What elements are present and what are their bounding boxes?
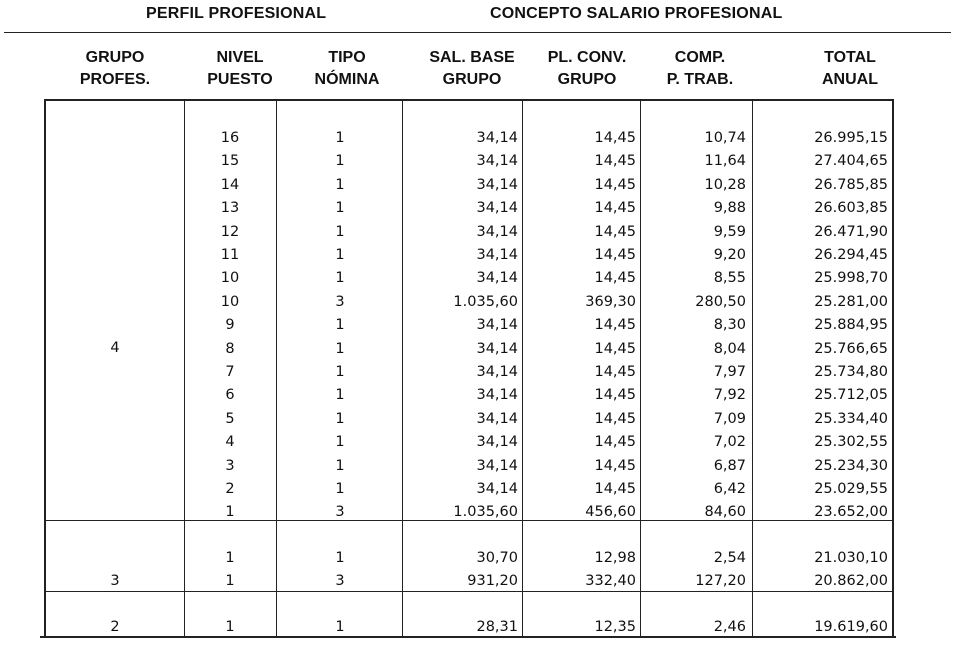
cell-tipo: 3 xyxy=(335,573,345,590)
cell-comp: 280,50 xyxy=(695,293,746,310)
cell-sal-base: 34,14 xyxy=(476,481,518,497)
col-head-grupo: GRUPO PROFES. xyxy=(79,49,151,88)
grid-vline xyxy=(640,99,641,637)
grid-vline xyxy=(892,99,894,637)
cell-pl-conv: 14,45 xyxy=(594,200,636,217)
cell-sal-base: 34,14 xyxy=(476,410,518,427)
cell-pl-conv: 14,45 xyxy=(594,176,636,193)
cell-comp: 7,02 xyxy=(713,434,746,451)
cell-tipo: 1 xyxy=(335,457,345,474)
cell-total: 25.734,80 xyxy=(814,364,888,380)
cell-nivel: 3 xyxy=(225,457,235,474)
cell-total: 25.884,95 xyxy=(814,317,888,334)
cell-sal-base: 34,14 xyxy=(476,387,518,404)
cell-total: 25.998,70 xyxy=(814,270,888,287)
grid-bottom-line xyxy=(40,636,896,638)
cell-sal-base: 30,70 xyxy=(476,550,518,566)
cell-nivel: 5 xyxy=(225,410,235,427)
cell-total: 25.334,40 xyxy=(814,410,888,427)
cell-total: 26.603,85 xyxy=(814,200,888,217)
cell-comp: 9,20 xyxy=(713,247,746,263)
cell-comp: 2,46 xyxy=(713,619,746,635)
grid-vline xyxy=(522,99,523,637)
cell-sal-base: 34,14 xyxy=(476,130,518,146)
cell-tipo: 1 xyxy=(335,340,345,357)
cell-total: 27.404,65 xyxy=(814,153,888,170)
cell-total: 25.302,55 xyxy=(814,434,888,451)
cell-tipo: 1 xyxy=(335,130,345,146)
cell-pl-conv: 12,98 xyxy=(594,550,636,566)
cell-comp: 84,60 xyxy=(704,504,746,521)
cell-sal-base: 34,14 xyxy=(476,200,518,217)
cell-sal-base: 34,14 xyxy=(476,223,518,240)
cell-comp: 7,09 xyxy=(713,410,746,427)
cell-nivel: 11 xyxy=(220,247,240,263)
cell-comp: 10,74 xyxy=(704,130,746,146)
cell-pl-conv: 14,45 xyxy=(594,457,636,474)
cell-pl-conv: 12,35 xyxy=(594,619,636,635)
cell-sal-base: 34,14 xyxy=(476,270,518,287)
cell-pl-conv: 14,45 xyxy=(594,317,636,334)
cell-nivel: 4 xyxy=(225,434,235,451)
cell-tipo: 1 xyxy=(335,481,345,497)
grid-vline xyxy=(276,99,277,637)
cell-tipo: 1 xyxy=(335,550,345,566)
cell-pl-conv: 456,60 xyxy=(585,504,636,521)
cell-pl-conv: 14,45 xyxy=(594,387,636,404)
cell-nivel: 13 xyxy=(220,200,240,217)
grid-vline xyxy=(184,99,185,637)
cell-nivel: 8 xyxy=(225,340,235,357)
cell-tipo: 1 xyxy=(335,153,345,170)
cell-nivel: 2 xyxy=(225,481,235,497)
cell-comp: 11,64 xyxy=(704,153,746,170)
col-head-nivel: NIVEL PUESTO xyxy=(207,49,273,88)
cell-total: 23.652,00 xyxy=(814,504,888,521)
cell-comp: 9,88 xyxy=(713,200,746,217)
cell-sal-base: 34,14 xyxy=(476,457,518,474)
cell-total: 25.234,30 xyxy=(814,457,888,474)
cell-comp: 7,92 xyxy=(713,387,746,404)
cell-pl-conv: 14,45 xyxy=(594,223,636,240)
cell-pl-conv: 332,40 xyxy=(585,573,636,590)
cell-pl-conv: 14,45 xyxy=(594,340,636,357)
cell-pl-conv: 14,45 xyxy=(594,481,636,497)
cell-tipo: 1 xyxy=(335,200,345,217)
grid-vline xyxy=(752,99,753,637)
cell-total: 21.030,10 xyxy=(814,550,888,566)
grid-vline xyxy=(402,99,403,637)
cell-comp: 127,20 xyxy=(695,573,746,590)
cell-tipo: 1 xyxy=(335,387,345,404)
cell-nivel: 10 xyxy=(220,293,240,310)
cell-nivel: 1 xyxy=(225,573,235,590)
cell-sal-base: 34,14 xyxy=(476,176,518,193)
cell-tipo: 1 xyxy=(335,317,345,334)
cell-sal-base: 34,14 xyxy=(476,247,518,263)
cell-comp: 7,97 xyxy=(713,364,746,380)
cell-pl-conv: 14,45 xyxy=(594,434,636,451)
cell-pl-conv: 14,45 xyxy=(594,130,636,146)
cell-total: 19.619,60 xyxy=(814,619,888,635)
cell-sal-base: 28,31 xyxy=(476,619,518,635)
cell-total: 26.995,15 xyxy=(814,130,888,146)
cell-sal-base: 34,14 xyxy=(476,153,518,170)
cell-total: 25.766,65 xyxy=(814,340,888,357)
header-rule xyxy=(4,32,951,33)
cell-total: 25.712,05 xyxy=(814,387,888,404)
group-separator xyxy=(44,591,894,592)
cell-pl-conv: 369,30 xyxy=(585,293,636,310)
cell-nivel: 9 xyxy=(225,317,235,334)
cell-sal-base: 34,14 xyxy=(476,364,518,380)
cell-total: 20.862,00 xyxy=(814,573,888,590)
cell-sal-base: 34,14 xyxy=(476,434,518,451)
col-head-tipo: TIPO NÓMINA xyxy=(314,49,380,88)
cell-total: 25.029,55 xyxy=(814,481,888,497)
cell-nivel: 1 xyxy=(225,619,235,635)
cell-tipo: 1 xyxy=(335,619,345,635)
grid-top-line xyxy=(44,99,894,101)
cell-sal-base: 1.035,60 xyxy=(453,293,518,310)
cell-tipo: 1 xyxy=(335,247,345,263)
cell-tipo: 3 xyxy=(335,504,345,521)
cell-total: 26.294,45 xyxy=(814,247,888,263)
cell-nivel: 12 xyxy=(220,223,240,240)
cell-pl-conv: 14,45 xyxy=(594,410,636,427)
cell-pl-conv: 14,45 xyxy=(594,153,636,170)
cell-grupo: 3 xyxy=(110,573,120,589)
cell-total: 25.281,00 xyxy=(814,293,888,310)
cell-nivel: 16 xyxy=(220,130,240,146)
cell-grupo: 4 xyxy=(110,340,120,356)
cell-grupo: 2 xyxy=(110,619,120,635)
cell-nivel: 10 xyxy=(220,270,240,287)
section-title-perfil: PERFIL PROFESIONAL xyxy=(146,5,327,22)
grid-vline xyxy=(44,99,46,637)
cell-tipo: 1 xyxy=(335,223,345,240)
cell-pl-conv: 14,45 xyxy=(594,247,636,263)
col-head-pl-conv: PL. CONV. GRUPO xyxy=(547,49,627,88)
cell-tipo: 1 xyxy=(335,434,345,451)
cell-pl-conv: 14,45 xyxy=(594,270,636,287)
cell-nivel: 1 xyxy=(225,550,235,566)
cell-nivel: 14 xyxy=(220,176,240,193)
col-head-comp: COMP. P. TRAB. xyxy=(666,49,734,88)
cell-comp: 6,87 xyxy=(713,457,746,474)
cell-sal-base: 1.035,60 xyxy=(453,504,518,521)
col-head-sal-base: SAL. BASE GRUPO xyxy=(429,49,515,88)
cell-comp: 10,28 xyxy=(704,176,746,193)
section-title-concepto: CONCEPTO SALARIO PROFESIONAL xyxy=(490,5,783,22)
cell-sal-base: 34,14 xyxy=(476,317,518,334)
cell-tipo: 1 xyxy=(335,270,345,287)
cell-comp: 8,04 xyxy=(713,340,746,357)
cell-tipo: 1 xyxy=(335,364,345,380)
cell-tipo: 1 xyxy=(335,176,345,193)
cell-nivel: 7 xyxy=(225,364,235,380)
cell-comp: 8,30 xyxy=(713,317,746,334)
cell-tipo: 1 xyxy=(335,410,345,427)
cell-nivel: 6 xyxy=(225,387,235,404)
cell-comp: 9,59 xyxy=(713,223,746,240)
cell-pl-conv: 14,45 xyxy=(594,364,636,380)
cell-sal-base: 931,20 xyxy=(467,573,518,590)
cell-total: 26.785,85 xyxy=(814,176,888,193)
cell-total: 26.471,90 xyxy=(814,223,888,240)
cell-sal-base: 34,14 xyxy=(476,340,518,357)
cell-comp: 6,42 xyxy=(713,481,746,497)
cell-nivel: 15 xyxy=(220,153,240,170)
cell-comp: 2,54 xyxy=(713,550,746,566)
cell-comp: 8,55 xyxy=(713,270,746,287)
cell-nivel: 1 xyxy=(225,504,235,521)
cell-tipo: 3 xyxy=(335,293,345,310)
col-head-total: TOTAL ANUAL xyxy=(822,49,878,88)
